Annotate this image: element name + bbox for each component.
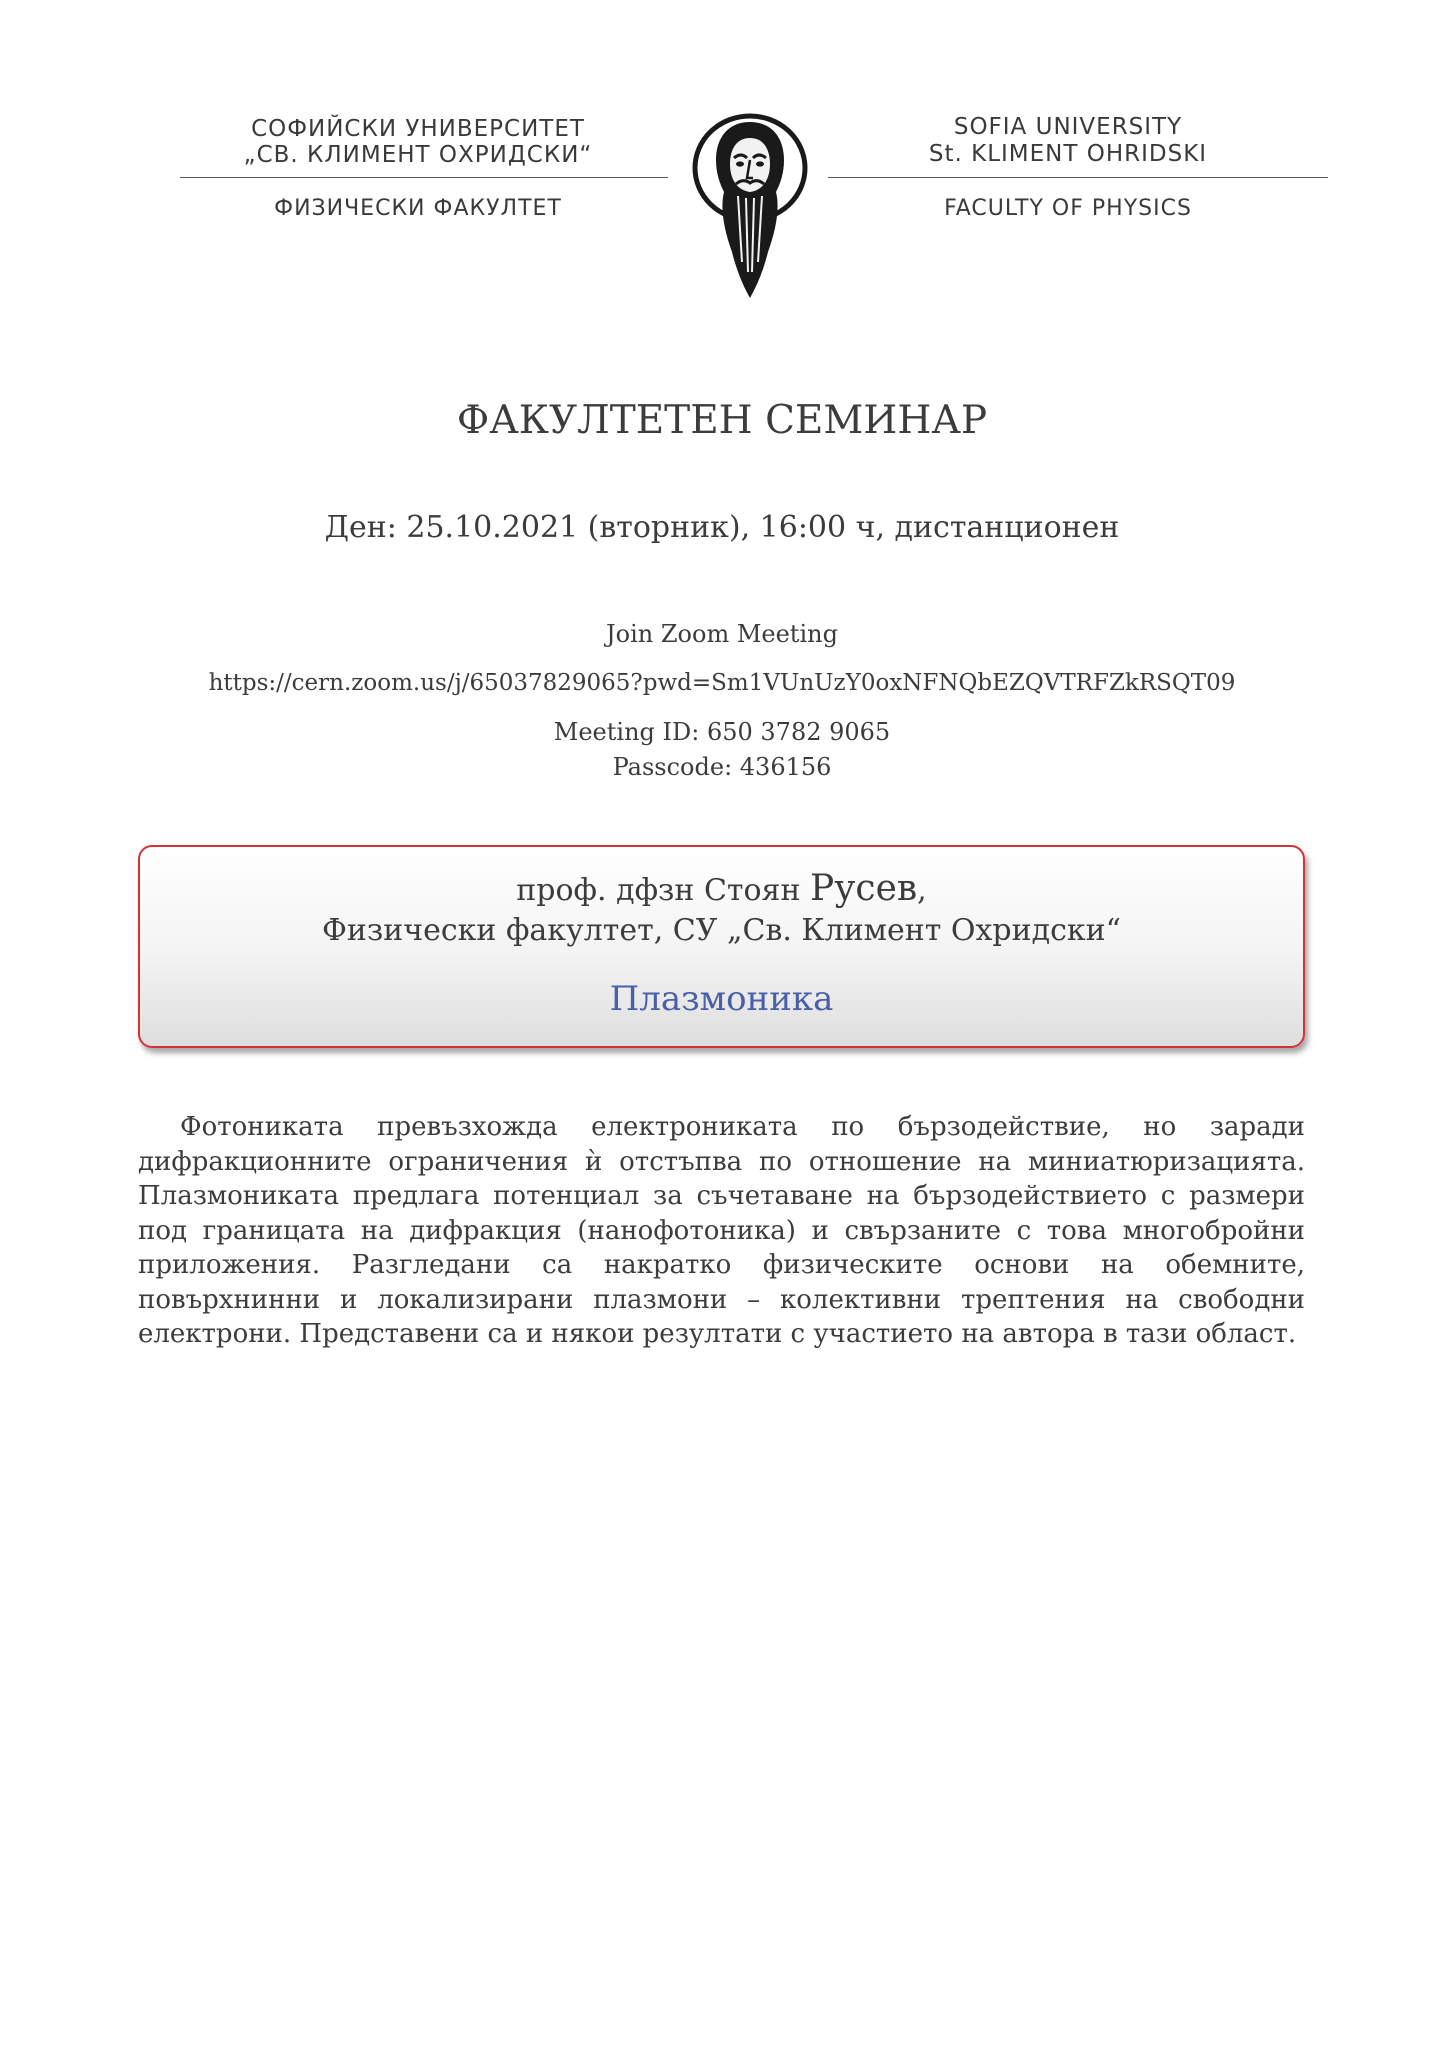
university-patron-bg: „СВ. КЛИМЕНТ ОХРИДСКИ“ — [243, 142, 593, 168]
speaker-name-line — [140, 867, 1303, 910]
faculty-name-bg: ФИЗИЧЕСКИ ФАКУЛТЕТ — [274, 196, 562, 221]
zoom-passcode: Passcode: 436156 — [612, 753, 832, 781]
speaker-surname: Русев — [810, 868, 918, 909]
university-patron-en: St. KLIMENT OHRIDSKI — [928, 141, 1208, 167]
faculty-name-en: FACULTY OF PHYSICS — [944, 196, 1192, 221]
university-seal-portrait-icon — [690, 112, 810, 302]
speaker-affiliation: Физически факултет, СУ „Св. Климент Охридски“ — [322, 913, 1121, 948]
university-name-en: SOFIA UNIVERSITY — [953, 114, 1183, 140]
zoom-meeting-link[interactable]: https://cern.zoom.us/j/65037829065?pwd=Sm1VUnUzY0oxNFNQbEZQVTRFZkRSQT09 — [208, 670, 1236, 696]
zoom-heading: Join Zoom Meeting — [606, 620, 838, 648]
header-divider-right — [828, 177, 1328, 178]
speaker-name-suffix: , — [917, 873, 927, 908]
speaker-title-prefix: проф. дфзн Стоян — [516, 873, 811, 908]
zoom-meeting-id: Meeting ID: 650 3782 9065 — [553, 718, 891, 746]
speaker-box — [138, 845, 1305, 1048]
seminar-date-line: Ден: 25.10.2021 (вторник), 16:00 ч, дистанционен — [324, 510, 1120, 545]
page-title: ФАКУЛТЕТЕН СЕМИНАР — [456, 398, 988, 443]
seminar-topic: Плазмоника — [609, 979, 834, 1019]
abstract-paragraph: Фотониката превъзхожда електрониката по бързодействие, но заради дифракционните ограничения ѝ отстъпва по отношение на миниатюризацията. Плазмониката предлага потенциал за съчетаване на бързодействието с размери под границата на дифракция (нанофотоника) и свързаните с това многобройни приложения. Разгледани са накратко физическите основи на обемните, повърхнинни и локализирани плазмони – колективни трептения на свободни електрони. Представени са и някои резултати с участието на автора в тази област. — [138, 1112, 1305, 1349]
header-divider-left — [180, 177, 668, 178]
university-name-bg: СОФИЙСКИ УНИВЕРСИТЕТ — [251, 116, 585, 142]
